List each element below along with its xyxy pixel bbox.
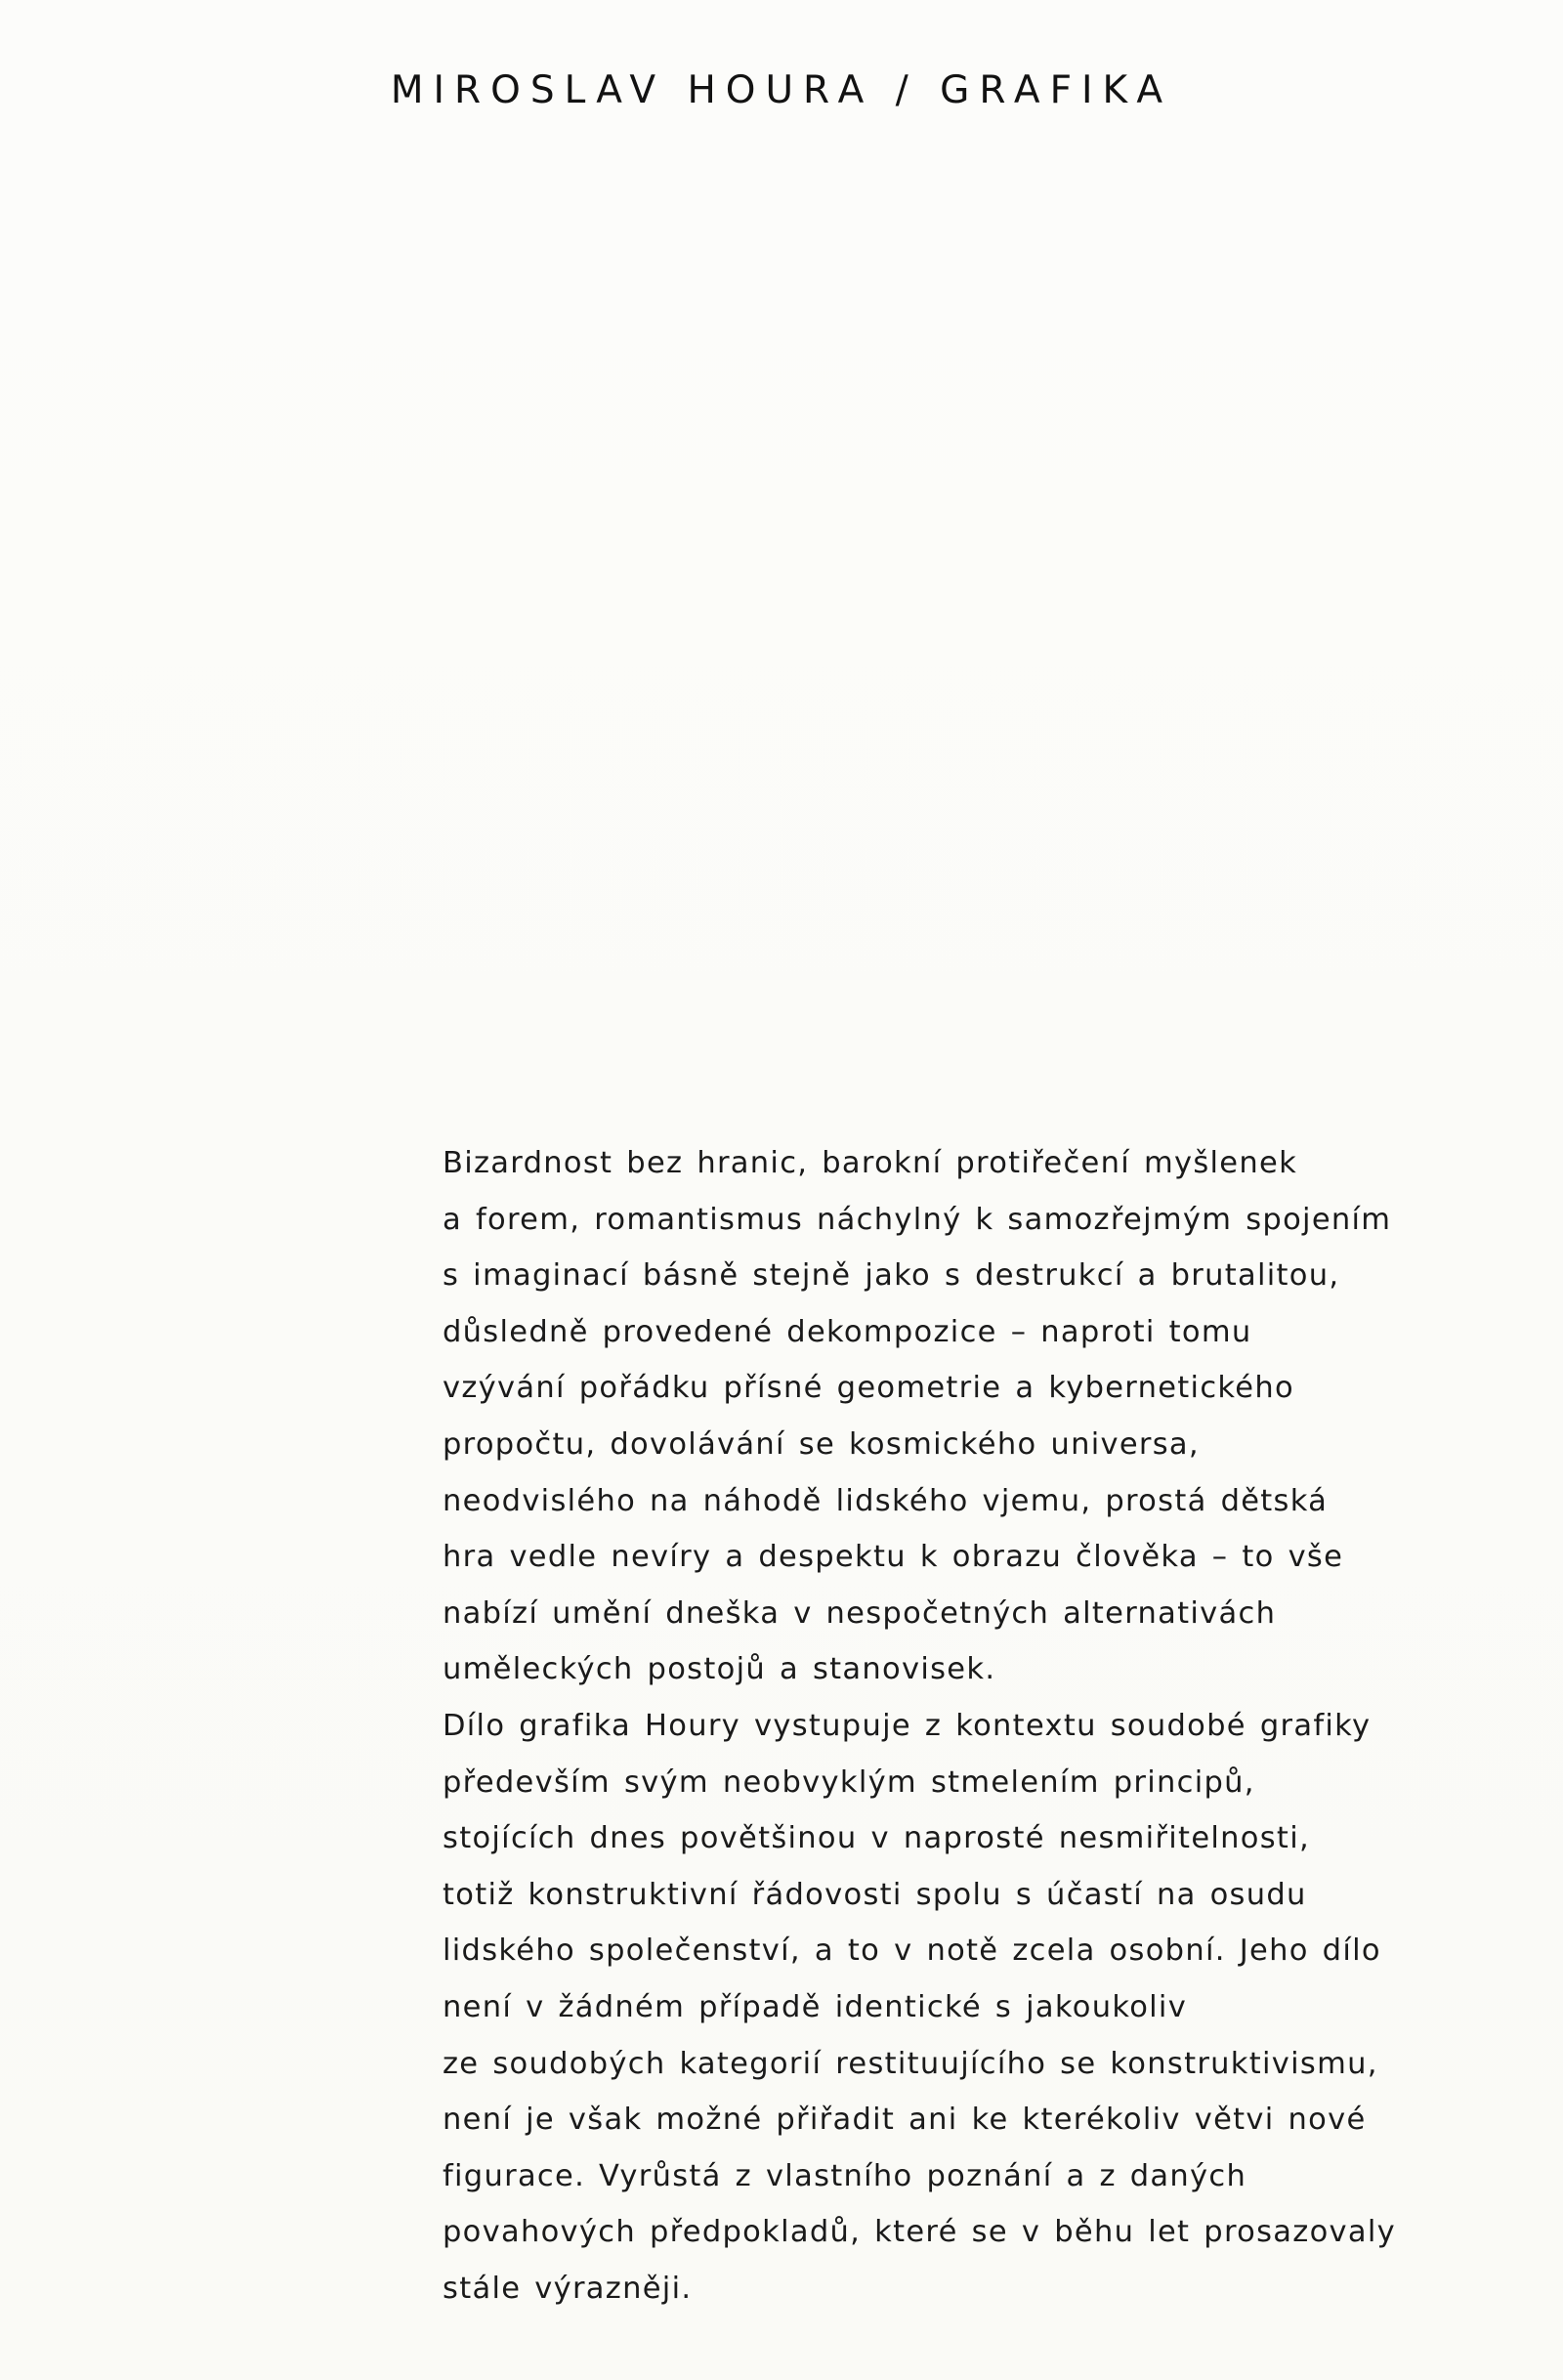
text-line: vzývání pořádku přísné geometrie a kybernetického [443, 1371, 1294, 1406]
text-line: s imaginací básně stejně jako s destrukcí a brutalitou, [443, 1258, 1340, 1294]
text-line: uměleckých postojů a stanovisek. [443, 1652, 996, 1687]
text-line: především svým neobvyklým stmelením principů, [443, 1764, 1255, 1800]
text-line: ze soudobých kategorií restituujícího se konstruktivismu, [443, 2046, 1378, 2081]
text-line: povahových předpokladů, které se v běhu let prosazovaly [443, 2215, 1397, 2250]
text-line: neodvislého na náhodě lidského vjemu, prostá dětská [443, 1483, 1329, 1518]
text-line: totiž konstruktivní řádovosti spolu s účastí na osudu [443, 1877, 1307, 1912]
text-line: a forem, romantismus náchylný k samozřejmým spojením [443, 1202, 1392, 1237]
text-line: není je však možné přiřadit ani ke kterékoliv větvi nové [443, 2103, 1367, 2138]
text-line: figurace. Vyrůstá z vlastního poznání a z daných [443, 2158, 1247, 2193]
text-line: stále výrazněji. [443, 2271, 693, 2306]
body-text [443, 1135, 1419, 2316]
text-line: Dílo grafika Houry vystupuje z kontextu soudobé grafiky [443, 1708, 1372, 1743]
text-line: Bizardnost bez hranic, barokní protiřečení myšlenek [443, 1146, 1298, 1180]
text-line: lidského společenství, a to v notě zcela osobní. Jeho dílo [443, 1934, 1381, 1969]
text-line: důsledně provedené dekompozice – naproti tomu [443, 1314, 1252, 1349]
text-line: stojících dnes povětšinou v naprosté nesmiřitelnosti, [443, 1821, 1310, 1856]
text-line: hra vedle nevíry a despektu k obrazu člověka – to vše [443, 1540, 1344, 1575]
text-line: propočtu, dovolávání se kosmického universa, [443, 1426, 1200, 1462]
text-line: nabízí umění dneška v nespočetných alternativách [443, 1595, 1277, 1631]
text-line: není v žádném případě identické s jakoukoliv [443, 1989, 1188, 2024]
page-title: MIROSLAV HOURA / GRAFIKA [390, 68, 1173, 112]
